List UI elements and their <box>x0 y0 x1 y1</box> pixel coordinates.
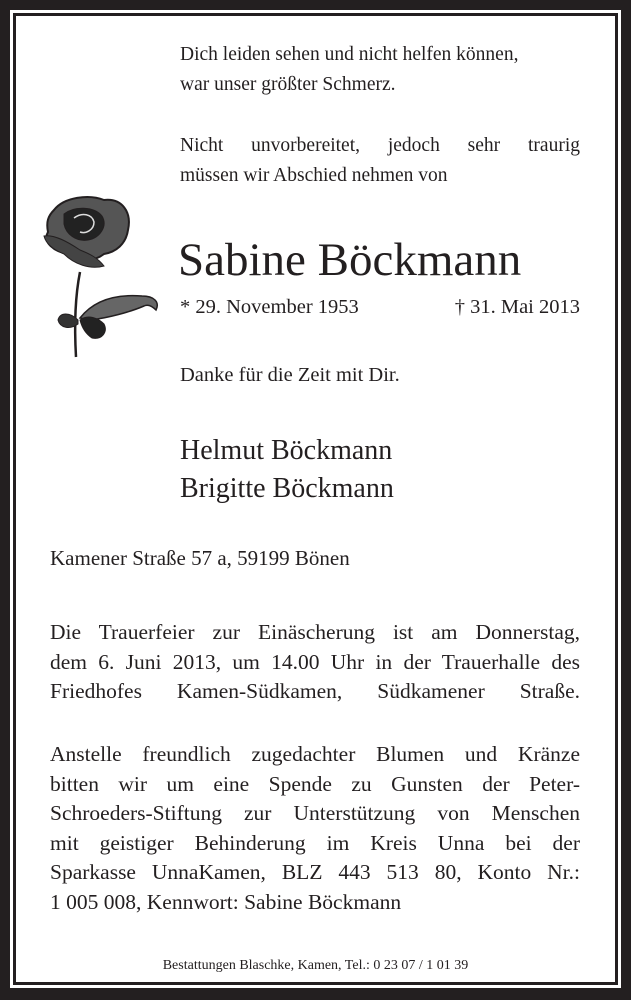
deceased-name: Sabine Böckmann <box>178 234 522 286</box>
verse-line: Dich leiden sehen und nicht helfen können, <box>180 44 519 65</box>
death-date: † 31. Mai 2013 <box>454 296 580 318</box>
donation-line: mit geistiger Behinderung im Kreis Unna bei der <box>50 830 580 855</box>
ceremony-paragraph <box>50 618 580 707</box>
rose-icon <box>34 192 164 387</box>
address: Kamener Straße 57 a, 59199 Bönen <box>50 546 350 570</box>
thanks-text: Danke für die Zeit mit Dir. <box>180 364 400 386</box>
intro-line: Nicht unvorbereitet, jedoch sehr traurig <box>180 135 580 156</box>
ceremony-line: dem 6. Juni 2013, um 14.00 Uhr in der Trauerhalle des <box>50 649 580 674</box>
donation-line: 1 005 008, Kennwort: Sabine Böckmann <box>50 889 402 914</box>
donation-line: Schroeders-Stiftung zur Unterstützung von Menschen <box>50 801 580 825</box>
mourner-name: Helmut Böckmann <box>180 435 393 466</box>
funeral-home-footer: Bestattungen Blaschke, Kamen, Tel.: 0 23 07 / 1 01 39 <box>162 958 469 973</box>
mourners <box>180 432 394 508</box>
ceremony-line: Die Trauerfeier zur Einäscherung ist am Donnerstag, <box>50 620 580 644</box>
mourner-name: Brigitte Böckmann <box>180 473 394 504</box>
verse <box>180 40 580 100</box>
donation-paragraph <box>50 740 580 917</box>
life-dates <box>180 296 580 319</box>
donation-line: bitten wir um eine Spende zu Gunsten der Peter- <box>50 771 580 796</box>
intro-line: müssen wir Abschied nehmen von <box>180 165 448 186</box>
birth-date: * 29. November 1953 <box>180 296 359 318</box>
donation-line: Anstelle freundlich zugedachter Blumen und Kränze <box>50 742 580 766</box>
ceremony-line: Friedhofes Kamen-Südkamen, Südkamener Straße. <box>50 679 580 703</box>
verse-line: war unser größter Schmerz. <box>180 74 396 95</box>
intro-text <box>180 131 580 191</box>
donation-line: Sparkasse UnnaKamen, BLZ 443 513 80, Konto Nr.: <box>50 860 580 884</box>
